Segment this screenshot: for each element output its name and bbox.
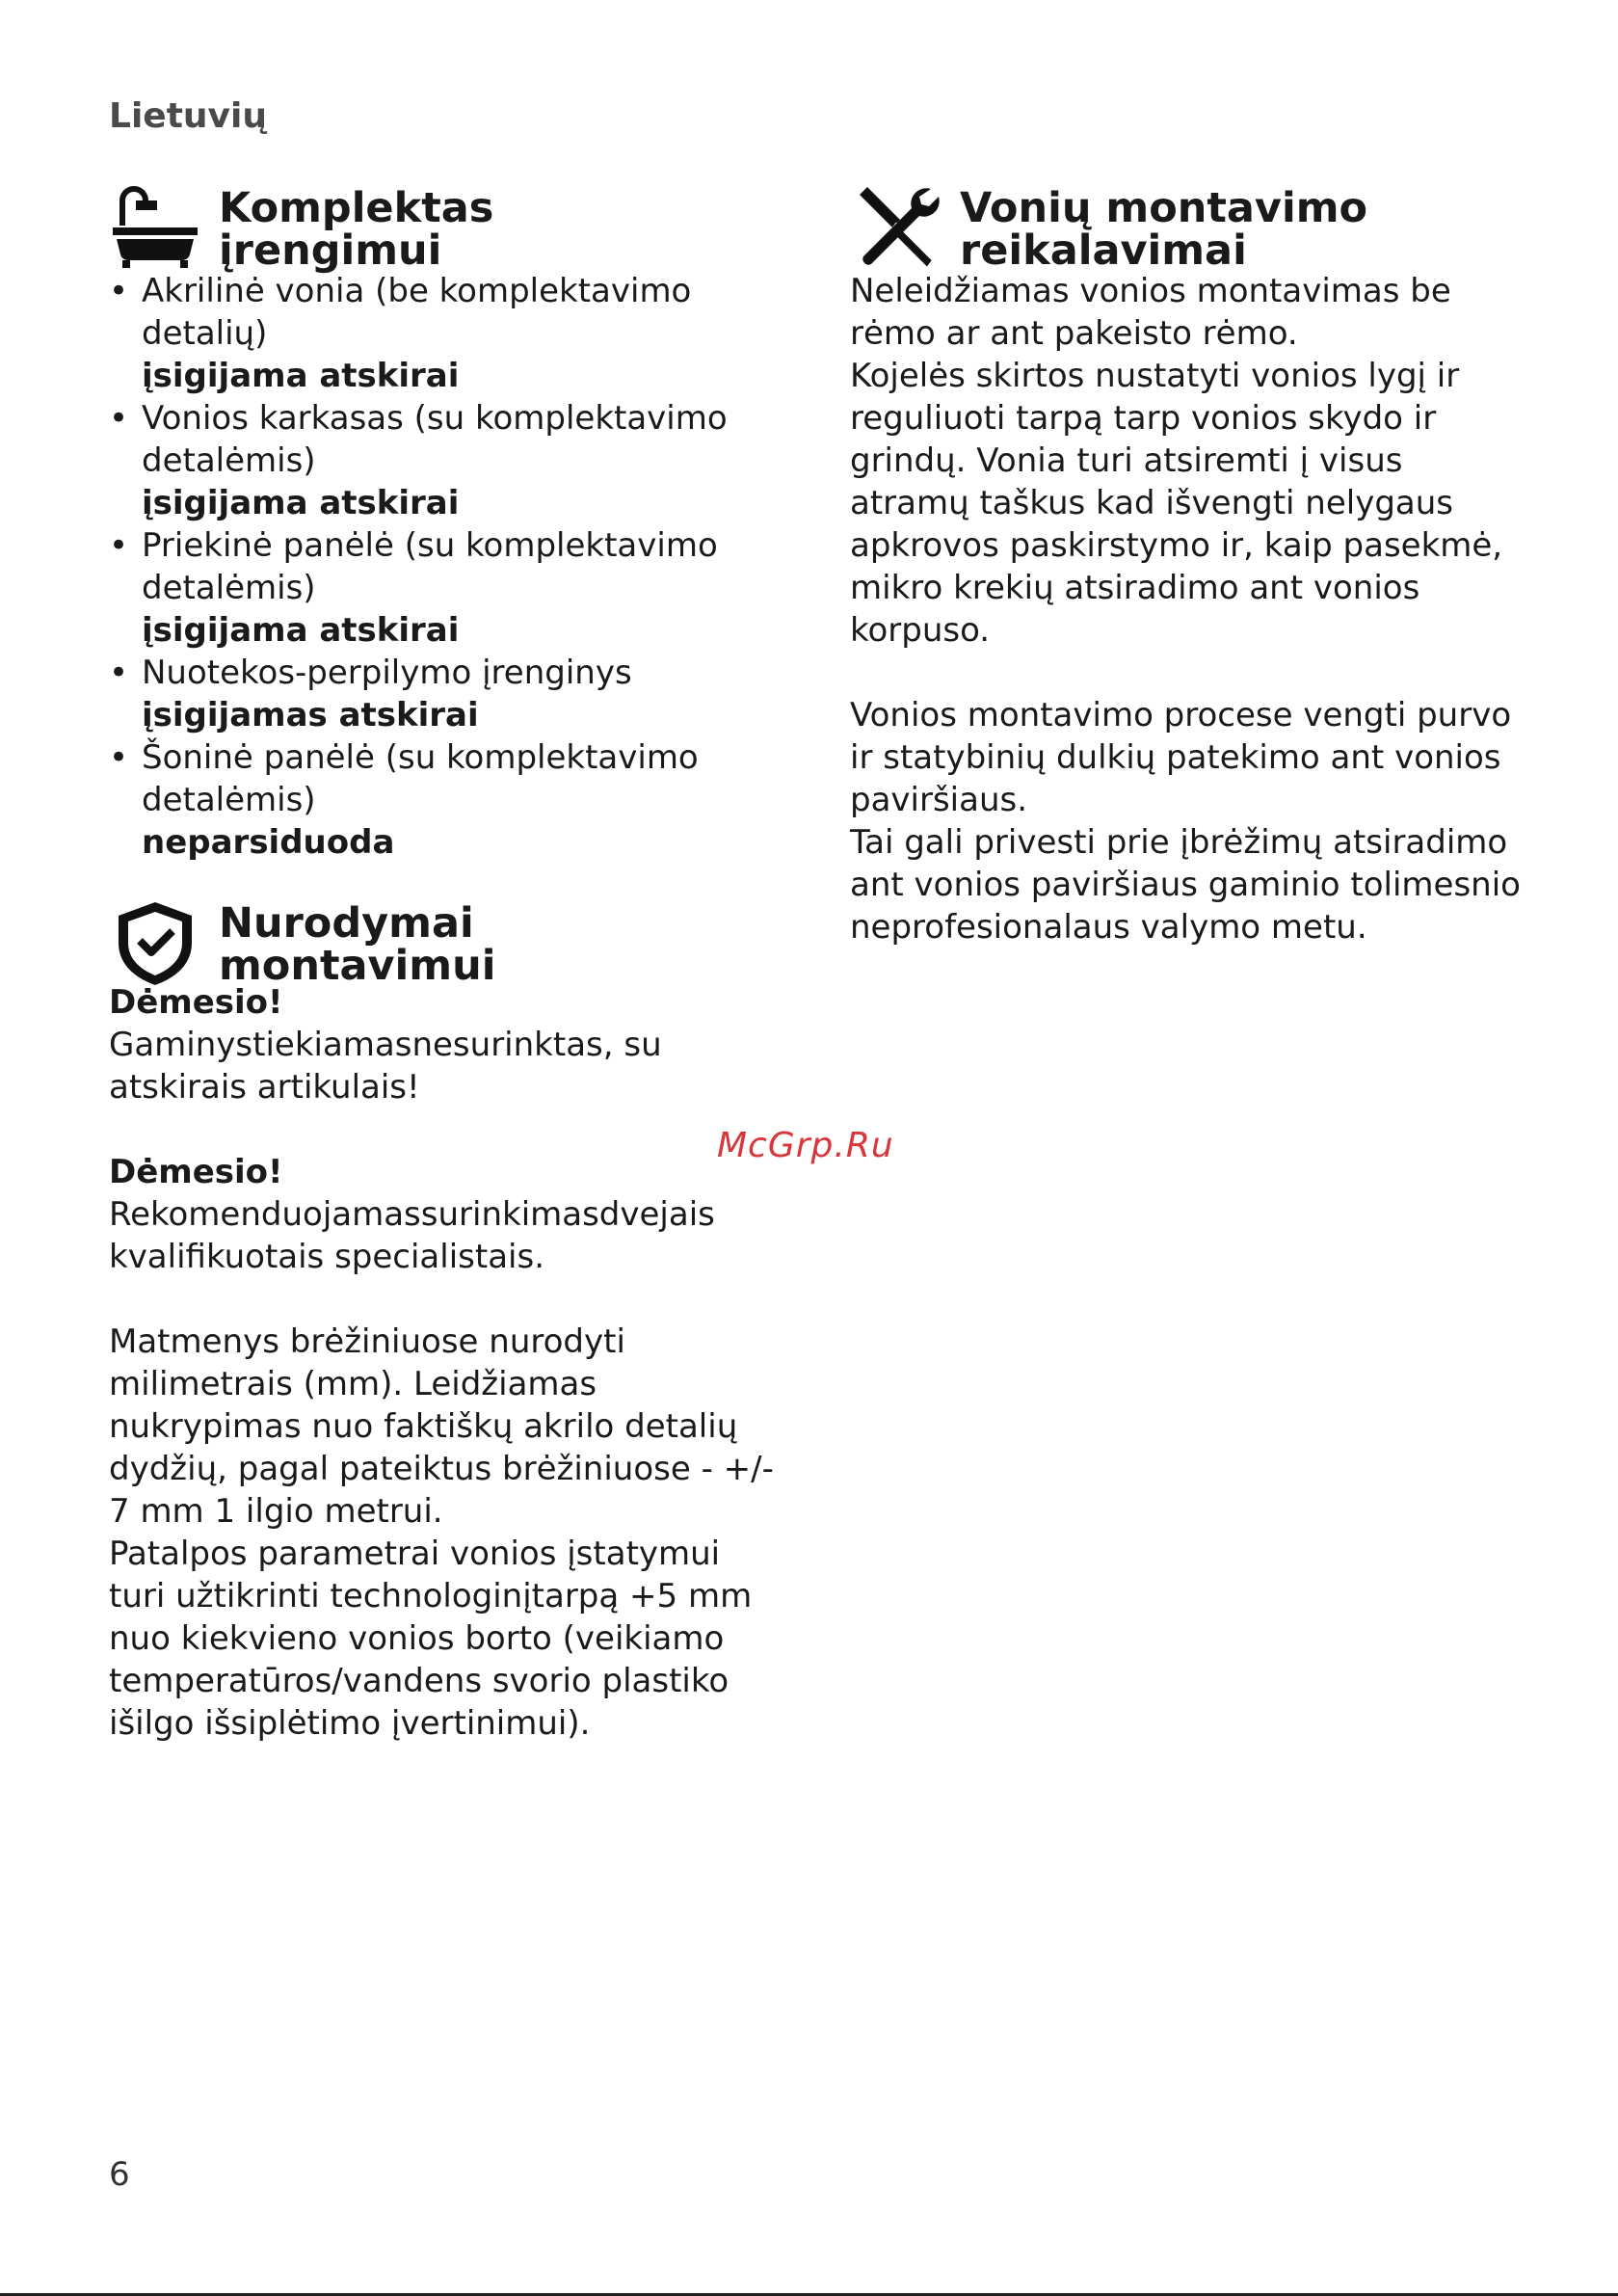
kit-section-header	[109, 181, 783, 274]
instructions-title: Nurodymai montavimui	[219, 899, 496, 990]
room-parameters-paragraph: Patalpos parametrai vonios įstatymui turi užtikrinti technologinįtarpą +5 mm nuo kiekvieno vonios borto (veikiamo temperatūros/vandens svorio plastiko išilgo išsiplėtimo įvertinimui).	[109, 1535, 753, 1743]
availability-note: įsigijama atskirai	[142, 484, 460, 522]
frame-paragraph: Neleidžiamas vonios montavimas be rėmo ar ant pakeisto rėmo.	[850, 272, 1451, 353]
requirements-title: Vonių montavimo reikalavimai	[960, 184, 1368, 275]
page-number: 6	[109, 2155, 130, 2194]
availability-note: įsigijamas atskirai	[142, 696, 479, 734]
bathtub-shower-icon	[109, 181, 201, 274]
kit-list	[109, 270, 783, 864]
attention-label: Dėmesio!	[109, 983, 283, 1022]
attention-text: Rekomenduojamassurinkimasdvejais kvalifikuotais specialistais.	[109, 1195, 715, 1276]
availability-note: įsigijama atskirai	[142, 357, 460, 395]
dust-paragraph: Vonios montavimo procese vengti purvo ir statybinių dulkių patekimo ant vonios paviršiaus.	[850, 696, 1512, 819]
list-item: • Šoninė panėlė (su komplektavimo detalėmis) neparsiduoda	[109, 736, 783, 864]
availability-note: neparsiduoda	[142, 823, 395, 862]
attention-label: Dėmesio!	[109, 1153, 283, 1191]
tools-wrench-screwdriver-icon	[850, 181, 942, 274]
instructions-section-header	[109, 896, 783, 989]
right-column	[850, 181, 1525, 948]
language-label: Lietuvių	[109, 96, 267, 136]
list-item: • Priekinė panėlė (su komplektavimo detalėmis) įsigijama atskirai	[109, 524, 783, 652]
scratches-paragraph: Tai gali privesti prie įbrėžimų atsiradimo ant vonios paviršiaus gaminio tolimesnio neprofesionalaus valymo metu.	[850, 823, 1521, 947]
list-item: • Nuotekos-perpilymo įrenginys įsigijamas atskirai	[109, 652, 783, 736]
dimensions-paragraph: Matmenys brėžiniuose nurodyti milimetrais (mm). Leidžiamas nukrypimas nuo faktiškų akrilo detalių dydžių, pagal pateiktus brėžiniuose - +/- 7 mm 1 ilgio metrui.	[109, 1322, 774, 1531]
legs-paragraph: Kojelės skirtos nustatyti vonios lygį ir reguliuoti tarpą tarp vonios skydo ir grindų. Vonia turi atsiremti į visus atramų taškus kad išvengti nelygaus apkrovos paskirstymo ir, kaip pasekmė, mikro krekių atsiradimo ant vonios korpuso.	[850, 357, 1503, 650]
list-item: • Vonios karkasas (su komplektavimo detalėmis) įsigijama atskirai	[109, 397, 783, 524]
left-column	[109, 181, 783, 1745]
kit-title: Komplektas įrengimui	[219, 184, 494, 275]
attention-text: Gaminystiekiamasnesurinktas, su atskirais artikulais!	[109, 1026, 662, 1107]
shield-check-icon	[109, 896, 201, 989]
watermark: McGrp.Ru	[717, 1126, 894, 1165]
list-item: • Akrilinė vonia (be komplektavimo detalių) įsigijama atskirai	[109, 270, 783, 397]
requirements-section-header	[850, 181, 1525, 274]
availability-note: įsigijama atskirai	[142, 611, 460, 650]
